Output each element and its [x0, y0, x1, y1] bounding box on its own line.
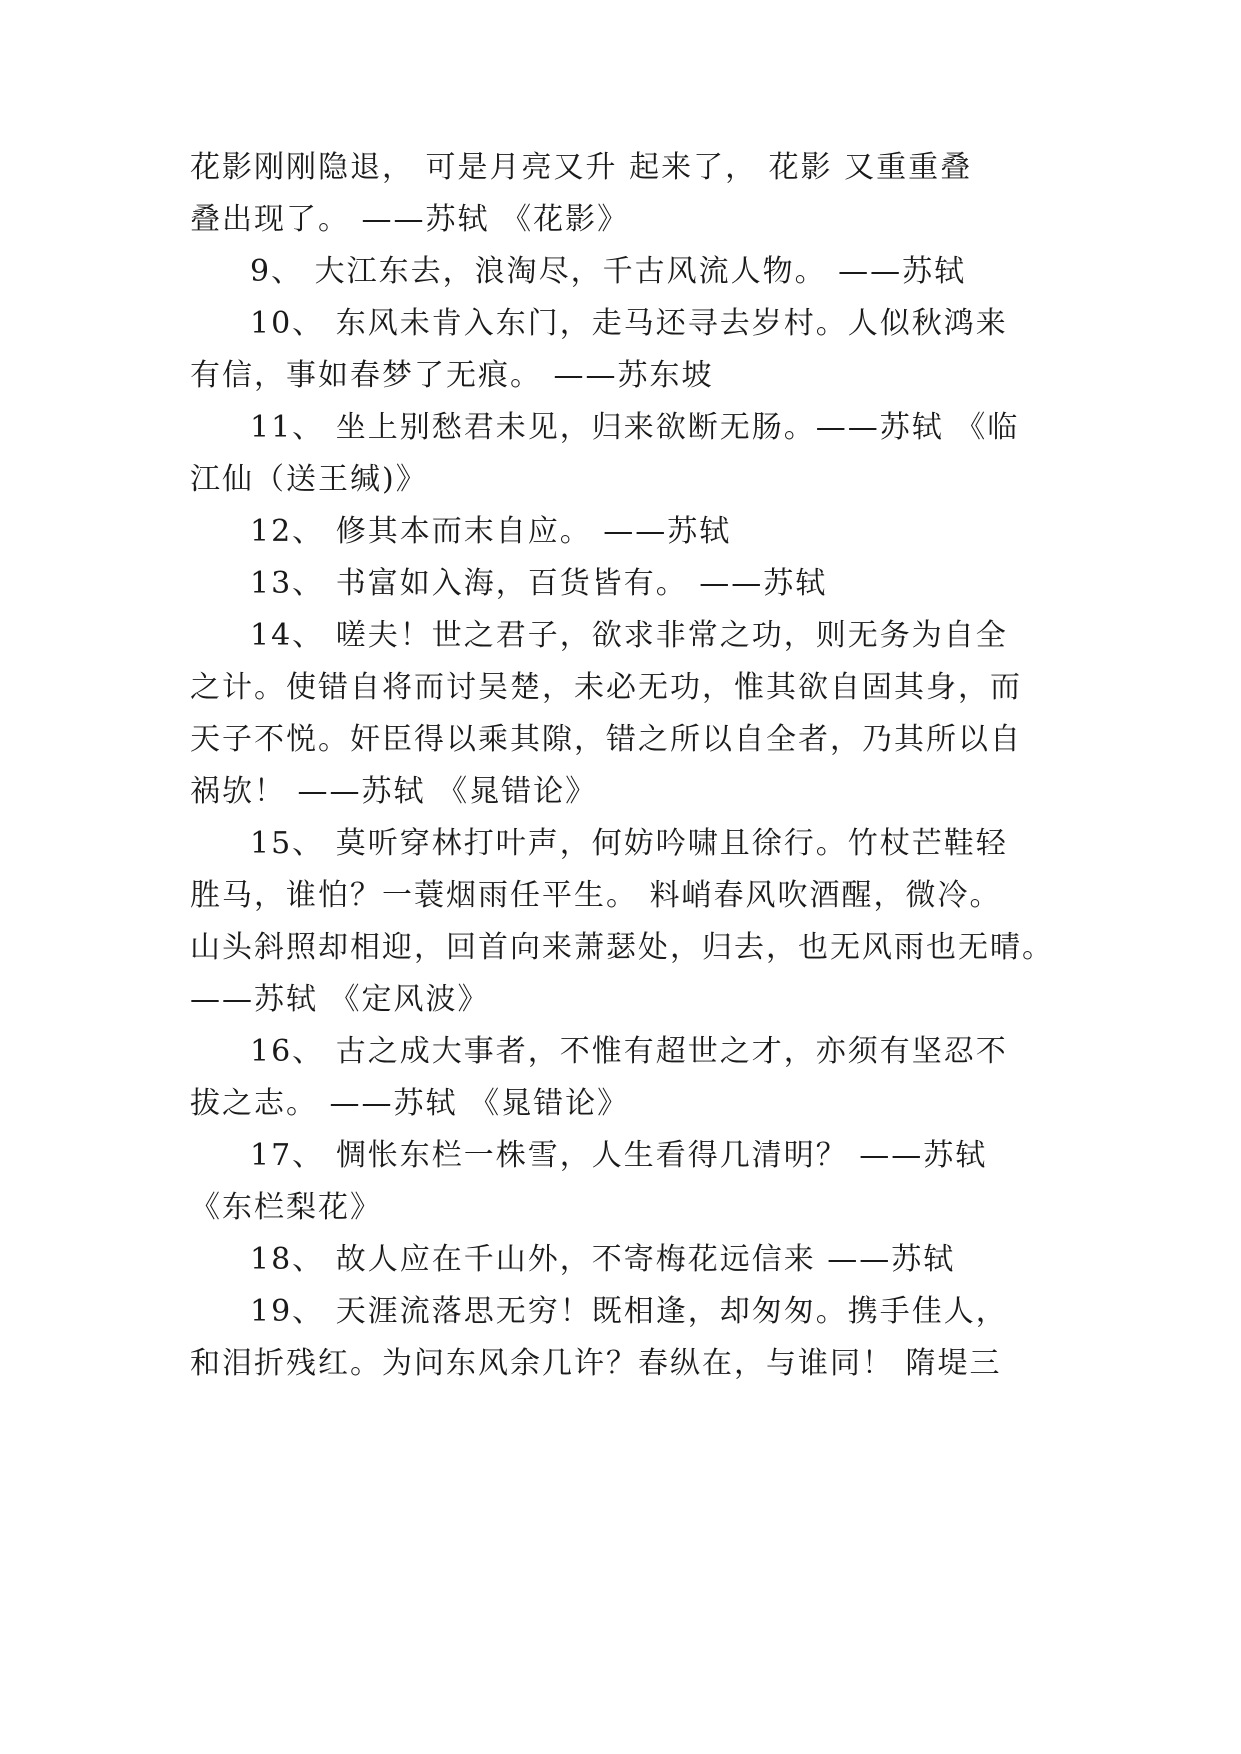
- text-line: 和泪折残红。为问东风余几许？春纵在，与谁同！ 隋堤三: [190, 1346, 1002, 1381]
- text-line: 19、 天涯流落思无穷！既相逢，却匆匆。携手佳人，: [250, 1294, 1008, 1329]
- text-line: 天子不悦。奸臣得以乘其隙，错之所以自全者，乃其所以自: [190, 722, 1022, 757]
- text-line: 10、 东风未肯入东门，走马还寻去岁村。人似秋鸿来: [250, 306, 1008, 341]
- text-line: 15、 莫听穿林打叶声，何妨吟啸且徐行。竹杖芒鞋轻: [250, 826, 1008, 861]
- text-line: 13、 书富如入海，百货皆有。 ——苏轼: [250, 566, 828, 601]
- text-line: 16、 古之成大事者，不惟有超世之才，亦须有坚忍不: [250, 1034, 1008, 1069]
- text-line: 18、 故人应在千山外，不寄梅花远信来 ——苏轼: [250, 1242, 956, 1277]
- text-line: 叠出现了。 ——苏轼 《花影》: [190, 202, 630, 237]
- text-line: ——苏轼 《定风波》: [190, 982, 490, 1017]
- text-line: 江仙（送王缄)》: [190, 462, 428, 497]
- text-line: 9、 大江东去，浪淘尽，千古风流人物。 ——苏轼: [250, 254, 967, 289]
- text-line: 拔之志。 ——苏轼 《晁错论》: [190, 1086, 630, 1121]
- text-line: 山头斜照却相迎，回首向来萧瑟处，归去，也无风雨也无晴。: [190, 930, 1054, 965]
- text-line: 《东栏梨花》: [190, 1190, 382, 1225]
- text-line: 14、 嗟夫！世之君子，欲求非常之功，则无务为自全: [250, 618, 1008, 653]
- text-line: 17、 惆怅东栏一株雪，人生看得几清明？ ——苏轼: [250, 1138, 988, 1173]
- text-line: 之计。使错自将而讨吴楚，未必无功，惟其欲自固其身，而: [190, 670, 1022, 705]
- text-line: 有信，事如春梦了无痕。 ——苏东坡: [190, 358, 714, 393]
- text-line: 祸欤！ ——苏轼 《晁错论》: [190, 774, 598, 809]
- text-line: 花影刚刚隐退， 可是月亮又升 起来了， 花影 又重重叠: [190, 150, 973, 185]
- text-line: 12、 修其本而末自应。 ——苏轼: [250, 514, 732, 549]
- text-line: 胜马，谁怕？一蓑烟雨任平生。 料峭春风吹酒醒，微冷。: [190, 878, 1002, 913]
- text-line: 11、 坐上别愁君未见，归来欲断无肠。——苏轼 《临: [250, 410, 1020, 445]
